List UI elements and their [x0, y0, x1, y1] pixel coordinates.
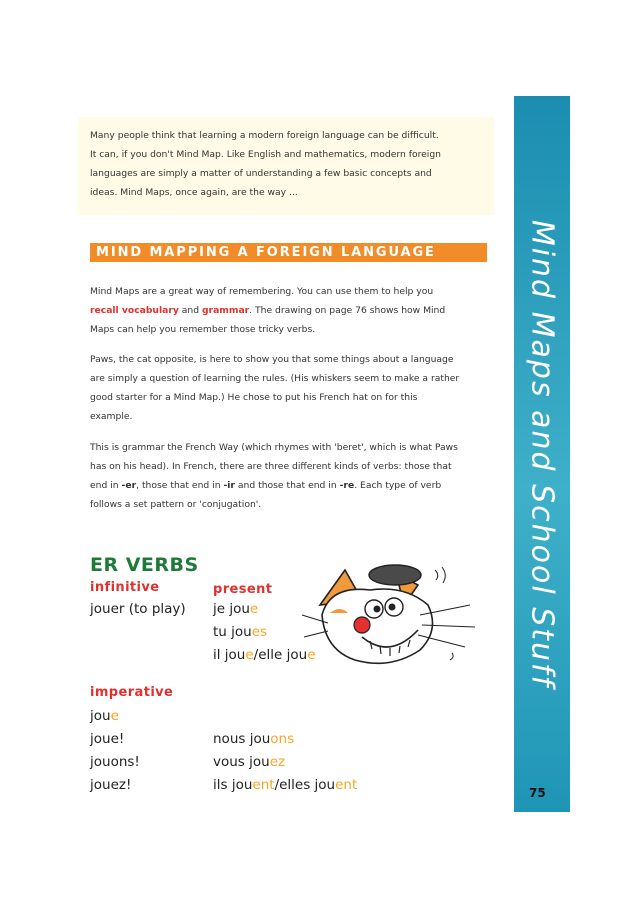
- imperative-jouez: jouez!: [90, 777, 132, 793]
- verb-ending: e: [245, 647, 254, 663]
- intro-paragraph: [90, 126, 490, 202]
- verb-stem: tu jou: [213, 624, 252, 640]
- para-line: are simply a question of learning the rules. (His whiskers seem to make a rather: [90, 373, 460, 384]
- verb-ending: e: [307, 647, 316, 663]
- para-line: Maps can help you remember those tricky verbs.: [90, 324, 316, 335]
- imperative-label: imperative: [90, 685, 174, 700]
- present-nous: [213, 731, 294, 747]
- verb-stem: /elles jou: [274, 777, 336, 793]
- verb-ending: ent: [252, 777, 275, 793]
- intro-line: ideas. Mind Maps, once again, are the way ...: [90, 187, 298, 198]
- verb-ending: e: [249, 601, 259, 617]
- verb-stem: jou: [90, 708, 111, 724]
- page-number: 75: [529, 786, 546, 800]
- er-verbs-title: ER VERBS: [90, 554, 199, 576]
- highlight-grammar: grammar: [201, 305, 250, 316]
- para-line: Mind Maps are a great way of remembering. You can use them to help you: [90, 286, 434, 297]
- intro-line: languages are simply a matter of understanding a few basic concepts and: [90, 168, 432, 179]
- para-text: . Each type of verb: [354, 480, 442, 491]
- imperative-joue: joue!: [90, 731, 125, 747]
- infinitive-label: infinitive: [90, 580, 160, 595]
- verb-ending: ons: [270, 731, 295, 747]
- text-and: and: [178, 305, 202, 316]
- para-line: Paws, the cat opposite, is here to show you that some things about a language: [90, 354, 454, 365]
- para-line: good starter for a Mind Map.) He chose to put his French hat on for this: [90, 392, 418, 403]
- para-text: . The drawing on page 76 shows how Mind: [249, 305, 446, 316]
- beret: [369, 565, 421, 585]
- verb-stem: ils jou: [213, 777, 253, 793]
- verb-stem: je jou: [213, 601, 250, 617]
- present-je: [213, 601, 258, 617]
- section-banner: MIND MAPPING A FOREIGN LANGUAGE: [90, 243, 487, 262]
- cat-nose: [354, 617, 370, 633]
- imperative-stem: [90, 708, 119, 724]
- paragraph-paws: [90, 350, 490, 426]
- ending-er: -er: [121, 480, 137, 491]
- infinitive-value: jouer (to play): [90, 601, 186, 617]
- para-line: has on his head). In French, there are three different kinds of verbs: those that: [90, 461, 452, 472]
- present-label: present: [213, 582, 273, 597]
- para-text: and those that end in: [234, 480, 340, 491]
- para-text: end in: [90, 480, 122, 491]
- verb-stem: /elle jou: [253, 647, 308, 663]
- para-line: [90, 476, 490, 495]
- verb-stem: il jou: [213, 647, 246, 663]
- present-ils: [213, 777, 357, 793]
- para-text: , those that end in: [136, 480, 224, 491]
- side-title: [514, 96, 570, 812]
- verb-ending: ent: [335, 777, 358, 793]
- intro-line: Many people think that learning a modern foreign language can be difficult.: [90, 130, 439, 141]
- paragraph-mind-maps: [90, 282, 490, 339]
- ending-re: -re: [339, 480, 355, 491]
- present-tu: [213, 624, 267, 640]
- verb-ending: ez: [269, 754, 286, 770]
- ending-ir: -ir: [223, 480, 235, 491]
- para-line: [90, 301, 490, 320]
- highlight-recall-vocabulary: recall vocabulary: [90, 305, 179, 316]
- paws-cat-illustration: [300, 545, 480, 675]
- verb-stem: nous jou: [213, 731, 271, 747]
- verb-ending: e: [110, 708, 119, 724]
- side-title-text: Mind Maps and School Stuff: [524, 219, 560, 689]
- para-line: This is grammar the French Way (which rhymes with 'beret', which is what Paws: [90, 442, 458, 453]
- paragraph-grammar: [90, 438, 490, 514]
- intro-line: It can, if you don't Mind Map. Like English and mathematics, modern foreign: [90, 149, 442, 160]
- para-line: example.: [90, 411, 133, 422]
- verb-stem: vous jou: [213, 754, 270, 770]
- verb-ending: es: [251, 624, 268, 640]
- present-vous: [213, 754, 285, 770]
- imperative-jouons: jouons!: [90, 754, 140, 770]
- para-line: follows a set pattern or 'conjugation'.: [90, 499, 262, 510]
